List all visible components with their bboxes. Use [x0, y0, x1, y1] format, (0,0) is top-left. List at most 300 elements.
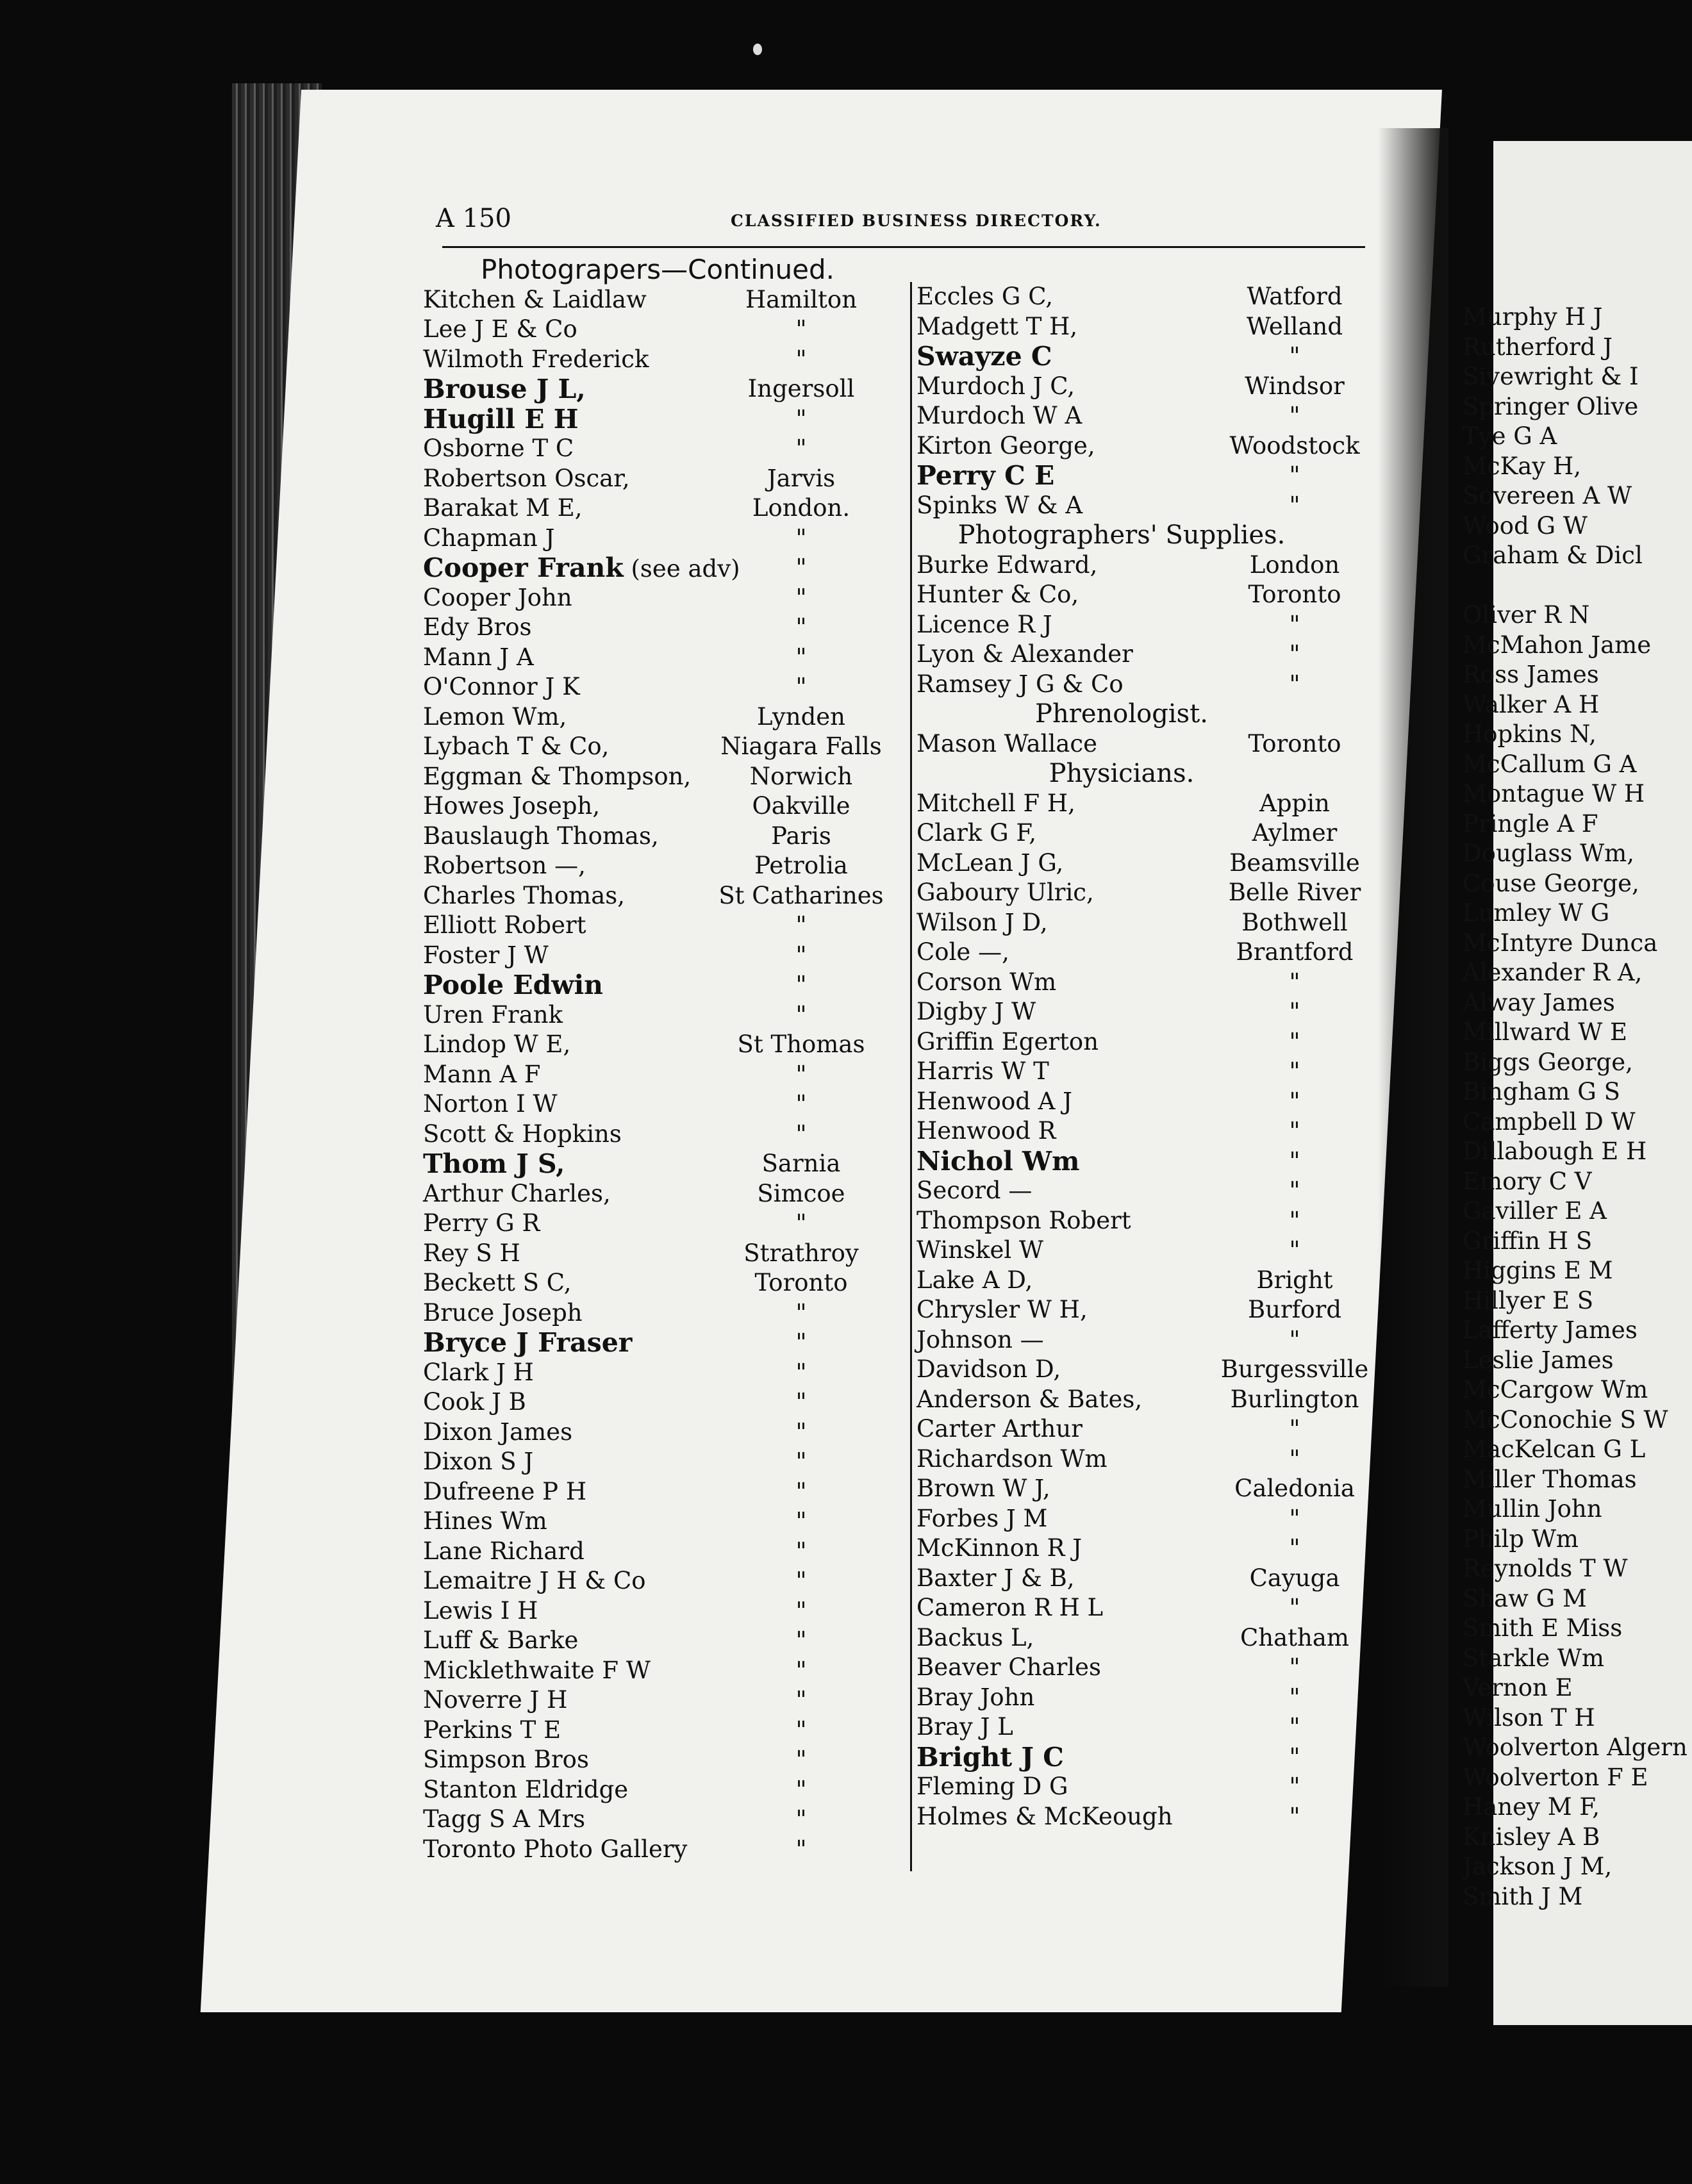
directory-entry [1463, 1792, 1692, 1823]
entry-name: Richardson Wm [916, 1444, 1107, 1473]
entry-name: Perkins T E [423, 1716, 561, 1744]
entry-name: Woolverton Algern [1463, 1733, 1688, 1761]
entry-place: " [795, 1298, 807, 1327]
section-heading-text: Photographers' Supplies. [958, 520, 1286, 550]
directory-entry [1463, 631, 1692, 661]
entry-place: " [795, 941, 807, 969]
directory-entry [916, 1534, 1384, 1564]
directory-entry [423, 762, 910, 792]
directory-entry [423, 493, 910, 524]
directory-entry [423, 1120, 910, 1150]
entry-place: " [795, 404, 807, 433]
entry-name: McIntyre Dunca [1463, 929, 1658, 957]
entry-name: Mitchell F H, [916, 789, 1075, 817]
entry-place: " [795, 1209, 807, 1237]
directory-entry [1463, 1018, 1692, 1048]
directory-entry [423, 1537, 910, 1567]
entry-name: Baxter J & B, [916, 1564, 1075, 1592]
directory-entry [423, 732, 910, 762]
entry-place: " [1289, 1594, 1300, 1621]
entry-name: Wilmoth Frederick [423, 345, 649, 373]
entry-place: " [1289, 1236, 1300, 1264]
directory-entry [1463, 600, 1692, 631]
directory-entry [916, 1683, 1384, 1713]
directory-entry [423, 464, 910, 494]
directory-entry [916, 401, 1384, 431]
directory-entry [1463, 1405, 1692, 1435]
entry-name: Clark G F, [916, 819, 1037, 847]
entry-name: Haney M F, [1463, 1793, 1600, 1821]
directory-entry [916, 1146, 1384, 1177]
directory-entry [1463, 720, 1692, 750]
directory-entry [1463, 1733, 1692, 1763]
entry-place: " [1289, 402, 1300, 429]
directory-entry [1463, 1167, 1692, 1197]
entry-place: Burford [1247, 1296, 1342, 1323]
entry-name: Rey S H [423, 1239, 520, 1267]
entry-name: Perry G R [423, 1209, 540, 1237]
entry-place: " [1289, 1057, 1300, 1085]
entry-name: Bruce Joseph [423, 1298, 583, 1327]
entry-place: Beamsville [1229, 848, 1360, 877]
entry-name: Noverre J H [423, 1686, 568, 1714]
directory-entry [423, 1835, 910, 1865]
entry-place: " [795, 1746, 807, 1773]
entry-name: Toronto Photo Gallery [423, 1835, 688, 1863]
directory-entry [916, 1564, 1384, 1594]
directory-entry [916, 282, 1384, 312]
entry-name: Bingham G S [1463, 1078, 1620, 1105]
entry-place: Lynden [756, 702, 846, 731]
directory-entry [916, 670, 1384, 700]
directory-entry [423, 583, 910, 613]
entry-name: Johnson — [916, 1325, 1044, 1353]
left-entries [423, 285, 910, 1865]
directory-entry [916, 1742, 1384, 1773]
entry-place: " [1289, 1087, 1300, 1115]
entry-place: Aylmer [1252, 819, 1338, 847]
directory-entry [423, 851, 910, 881]
entry-name: Bryce J Fraser [423, 1327, 633, 1358]
directory-entry [1463, 481, 1692, 511]
directory-entry [423, 1089, 910, 1120]
entry-place: " [795, 911, 807, 939]
entry-name: Lafferty James [1463, 1316, 1638, 1344]
directory-entry [1463, 333, 1692, 363]
middle-column [916, 282, 1384, 1832]
directory-entry [423, 1000, 910, 1030]
header-rule [442, 246, 1365, 248]
entry-place: Watford [1247, 283, 1343, 310]
entry-name: Reynolds T W [1463, 1555, 1628, 1582]
entry-name: Carter Arthur [916, 1415, 1082, 1443]
directory-entry [423, 1328, 910, 1358]
entry-name: Hopkins N, [1463, 720, 1597, 748]
entry-name: Robertson —, [423, 852, 586, 879]
entry-place: " [795, 643, 807, 671]
directory-entry [423, 1060, 910, 1090]
entry-name: Poole Edwin [423, 970, 603, 1000]
entry-place: Oakville [752, 792, 850, 820]
entry-name: Alexander R A, [1463, 959, 1643, 986]
entry-place: " [795, 1626, 807, 1654]
entry-name: Arthur Charles, [423, 1179, 611, 1207]
page-header [436, 204, 1141, 242]
directory-entry [423, 1566, 910, 1596]
entry-name: Douglass Wm, [1463, 840, 1634, 867]
directory-entry [916, 878, 1384, 908]
entry-name: Robertson Oscar, [423, 464, 630, 492]
directory-entry [1463, 1077, 1692, 1107]
directory-entry [1463, 1525, 1692, 1555]
directory-entry [916, 1653, 1384, 1683]
entry-name: Swayze C [916, 341, 1052, 372]
entry-place: Toronto [1248, 729, 1341, 757]
entry-name: Clark J H [423, 1358, 534, 1386]
entry-place: " [795, 1120, 807, 1148]
entry-name: Mann A F [423, 1060, 541, 1088]
entry-name: Dufreene P H [423, 1477, 587, 1505]
entry-name: Elliott Robert [423, 911, 586, 939]
directory-entry [1463, 1494, 1692, 1525]
entry-name: Secord — [916, 1177, 1033, 1204]
directory-entry [1463, 1823, 1692, 1853]
entry-place: Appin [1259, 789, 1330, 817]
entry-name: Cook J B [423, 1388, 526, 1416]
section-heading [916, 759, 1384, 789]
entry-name: Brown W J, [916, 1475, 1050, 1502]
directory-entry [1463, 869, 1692, 899]
directory-entry [1463, 1614, 1692, 1644]
entry-place: " [795, 583, 807, 611]
directory-entry [1463, 1346, 1692, 1376]
directory-entry [423, 1298, 910, 1328]
entry-name: Stanton Eldridge [423, 1775, 629, 1803]
entry-place: " [795, 1358, 807, 1386]
entry-name: Biggs George, [1463, 1048, 1633, 1076]
entry-name: Lemon Wm, [423, 702, 567, 731]
section-heading [916, 699, 1384, 729]
directory-entry [916, 1057, 1384, 1087]
directory-entry [423, 285, 910, 315]
entry-name: Sivewright & I [1463, 363, 1639, 390]
directory-entry [1463, 302, 1692, 333]
entry-name: Henwood A J [916, 1087, 1072, 1115]
directory-entry [1463, 690, 1692, 720]
directory-entry [1463, 958, 1692, 988]
directory-entry [916, 342, 1384, 372]
directory-entry [423, 911, 910, 941]
directory-entry [916, 1802, 1384, 1832]
entry-place: " [795, 1090, 807, 1118]
entry-note: (see adv) [623, 555, 740, 583]
entry-name: Woolverton F E [1463, 1763, 1648, 1791]
directory-entry [423, 1268, 910, 1298]
entry-name: Davidson D, [916, 1355, 1061, 1383]
entry-place: " [795, 1805, 807, 1833]
entry-name: Lumley W G [1463, 899, 1610, 927]
entry-name: Henwood R [916, 1117, 1056, 1145]
directory-entry [423, 1387, 910, 1418]
entry-place: Toronto [754, 1269, 848, 1296]
entry-place: " [1289, 1117, 1300, 1145]
entry-name: Edy Bros [423, 613, 532, 641]
entry-name: Cooper Frank (see adv) [423, 552, 740, 583]
directory-entry [423, 1447, 910, 1477]
entry-place: Strathroy [743, 1239, 859, 1267]
entry-place: " [795, 971, 807, 998]
entry-name: Bright J C [916, 1741, 1064, 1773]
entry-place: Brantford [1236, 938, 1354, 966]
entry-name: MacKelcan G L [1463, 1435, 1646, 1463]
entry-place: " [1289, 461, 1300, 489]
entry-name: Kirton George, [916, 431, 1095, 459]
entry-place: " [795, 1835, 807, 1863]
entry-place: " [795, 1716, 807, 1744]
entry-place: " [1289, 1653, 1300, 1681]
directory-entry [1463, 1196, 1692, 1227]
entry-place: " [1289, 491, 1300, 519]
section-heading-text: Phrenologist. [1035, 699, 1208, 729]
entry-name: Dixon James [423, 1418, 573, 1446]
entry-name: Madgett T H, [916, 312, 1078, 340]
entry-name: Barakat M E, [423, 494, 583, 522]
directory-entry [916, 1414, 1384, 1444]
directory-entry [916, 1474, 1384, 1504]
directory-entry [423, 613, 910, 643]
directory-entry [1463, 1703, 1692, 1733]
directory-entry [916, 908, 1384, 938]
directory-entry [423, 1209, 910, 1239]
entry-name: Hillyer E S [1463, 1286, 1594, 1314]
entry-name: Rutherford J [1463, 333, 1613, 361]
directory-entry [1463, 1882, 1692, 1912]
running-title: CLASSIFIED BUSINESS DIRECTORY. [731, 211, 1102, 230]
directory-entry [916, 461, 1384, 491]
directory-entry [1463, 839, 1692, 869]
entry-name: Scott & Hopkins [423, 1120, 622, 1148]
directory-entry [1463, 750, 1692, 780]
entry-name: Gaboury Ulric, [916, 879, 1094, 906]
directory-entry [423, 1239, 910, 1269]
entry-place: Paris [771, 822, 831, 850]
directory-entry [1463, 1465, 1692, 1495]
dust-speck [753, 44, 762, 55]
entry-place: " [795, 1060, 807, 1088]
entry-name: Philp Wm [1463, 1525, 1579, 1553]
entry-name: Mullin John [1463, 1495, 1602, 1523]
directory-entry [916, 1236, 1384, 1266]
directory-entry [423, 941, 910, 971]
entry-name: McCallum G A [1463, 750, 1637, 778]
entry-name: Mason Wallace [916, 729, 1098, 757]
entry-place: " [1289, 1177, 1300, 1204]
directory-entry [423, 1716, 910, 1746]
directory-entry [1463, 1763, 1692, 1793]
entry-name: McKinnon R J [916, 1534, 1082, 1562]
entry-name: McMahon Jame [1463, 631, 1652, 659]
entry-name: Montague W H [1463, 780, 1645, 807]
directory-entry [1463, 1435, 1692, 1465]
entry-name: Ross James [1463, 661, 1599, 688]
directory-entry [916, 968, 1384, 998]
entry-name: Wood G W [1463, 511, 1588, 540]
entry-place: Welland [1246, 312, 1343, 340]
directory-entry [423, 702, 910, 732]
entry-name: Jackson J M, [1463, 1853, 1613, 1880]
entry-name: Simpson Bros [423, 1746, 589, 1773]
entry-name: Kitchen & Laidlaw [423, 285, 647, 313]
directory-entry [916, 1504, 1384, 1534]
entry-name: Knisley A B [1463, 1823, 1600, 1851]
entry-name: Osborne T C [423, 434, 574, 462]
entry-name: Bray John [916, 1683, 1035, 1711]
entry-place: " [795, 1328, 807, 1356]
entry-name: Lemaitre J H & Co [423, 1567, 646, 1594]
entry-place: " [795, 673, 807, 700]
entry-name: Micklethwaite F W [423, 1656, 651, 1684]
entry-name: Tye G A [1463, 422, 1557, 450]
entry-name: Hunter & Co, [916, 581, 1079, 608]
directory-entry [916, 1325, 1384, 1355]
column-rule [910, 282, 912, 1871]
directory-entry [1463, 1673, 1692, 1703]
entry-place: St Catharines [718, 881, 884, 909]
entry-name: Springer Olive [1463, 392, 1639, 420]
directory-entry [423, 970, 910, 1000]
directory-entry [423, 1805, 910, 1835]
directory-entry [423, 643, 910, 673]
directory-entry [1463, 1316, 1692, 1346]
directory-entry [916, 1176, 1384, 1206]
entry-place: " [795, 434, 807, 462]
entry-name: Shaw G M [1463, 1584, 1587, 1612]
entry-name: Graham & Dicl [1463, 542, 1643, 569]
entry-name: Smith J M [1463, 1882, 1583, 1910]
entry-name: Foster J W [423, 941, 549, 969]
entry-place: " [795, 1388, 807, 1416]
directory-entry [916, 1206, 1384, 1236]
directory-entry [423, 1745, 910, 1775]
directory-entry [916, 1295, 1384, 1325]
entry-name: Lyon & Alexander [916, 640, 1133, 668]
section-heading [423, 255, 910, 285]
directory-entry [916, 1087, 1384, 1117]
directory-entry [916, 610, 1384, 640]
directory-entry [916, 1593, 1384, 1623]
directory-entry [423, 1477, 910, 1507]
directory-entry [423, 1030, 910, 1060]
directory-entry [916, 789, 1384, 819]
entry-name: Lybach T & Co, [423, 732, 610, 760]
entry-place: " [795, 1686, 807, 1714]
directory-entry [423, 404, 910, 434]
entry-place: " [1289, 1027, 1300, 1055]
directory-entry [916, 640, 1384, 670]
entry-place: " [795, 1000, 807, 1029]
directory-entry [423, 1149, 910, 1179]
entry-name: Norton I W [423, 1090, 558, 1118]
entry-name: Cooper John [423, 583, 572, 611]
right-column [1463, 302, 1692, 1912]
entry-place: Bright [1256, 1266, 1333, 1294]
directory-entry [1463, 660, 1692, 690]
entry-name: Oliver R N [1463, 601, 1590, 629]
directory-entry [916, 818, 1384, 848]
entry-name: Howes Joseph, [423, 792, 601, 820]
directory-entry [1463, 1107, 1692, 1138]
entry-name: Hines Wm [423, 1507, 547, 1535]
entry-name: Forbes J M [916, 1504, 1048, 1532]
directory-entry [1463, 541, 1692, 571]
directory-entry [916, 580, 1384, 610]
entry-name: Corson Wm [916, 968, 1057, 996]
directory-entry [1463, 779, 1692, 809]
entry-place: " [1289, 998, 1300, 1025]
directory-entry [916, 1355, 1384, 1385]
directory-entry [1463, 452, 1692, 482]
entry-name: Cole —, [916, 938, 1009, 966]
entry-place: Burlington [1230, 1385, 1359, 1413]
entry-name: Thompson Robert [916, 1206, 1131, 1234]
entry-name: Chrysler W H, [916, 1296, 1088, 1323]
entry-name: Beckett S C, [423, 1269, 572, 1296]
entry-place: " [1289, 342, 1300, 370]
entry-place: Bothwell [1241, 908, 1348, 936]
entry-place: Chatham [1240, 1623, 1350, 1651]
entry-name: Dixon S J [423, 1448, 534, 1475]
directory-entry [916, 1772, 1384, 1802]
directory-entry [423, 1626, 910, 1656]
entry-place: " [795, 1596, 807, 1625]
entry-place: " [1289, 968, 1300, 996]
entry-place: " [795, 1418, 807, 1446]
directory-entry [916, 729, 1384, 759]
directory-entry [916, 1444, 1384, 1475]
entry-name: Griffin H S [1463, 1227, 1593, 1255]
entry-name: Mann J A [423, 643, 534, 671]
directory-entry [423, 315, 910, 345]
directory-entry [1463, 809, 1692, 840]
directory-entry [423, 345, 910, 375]
entry-name: Dillabough E H [1463, 1138, 1647, 1165]
entry-name: Millward W E [1463, 1018, 1628, 1046]
entry-place: Toronto [1248, 581, 1341, 608]
entry-name: Griffin Egerton [916, 1027, 1099, 1055]
entry-name: Wilson T H [1463, 1703, 1595, 1732]
entry-name: Eggman & Thompson, [423, 762, 692, 790]
directory-entry [423, 791, 910, 822]
entry-name: Licence R J [916, 610, 1052, 638]
entry-place: Niagara Falls [720, 732, 882, 760]
entry-place: " [1289, 1802, 1300, 1830]
entry-name: Bray J L [916, 1713, 1013, 1741]
directory-entry [423, 1358, 910, 1388]
entry-place: " [1289, 1415, 1300, 1443]
entry-place: Burgessville [1220, 1355, 1369, 1383]
entry-place: " [1289, 610, 1300, 638]
entry-place: London. [752, 494, 850, 522]
directory-entry [423, 1507, 910, 1537]
entry-name: Beaver Charles [916, 1653, 1101, 1681]
entry-name: Murdoch W A [916, 402, 1082, 429]
entry-name: Harris W T [916, 1057, 1049, 1085]
directory-entry [916, 1623, 1384, 1653]
entry-place: " [1289, 1504, 1300, 1532]
directory-entry [1463, 988, 1692, 1018]
directory-entry [916, 1116, 1384, 1146]
entry-place: " [795, 1537, 807, 1565]
